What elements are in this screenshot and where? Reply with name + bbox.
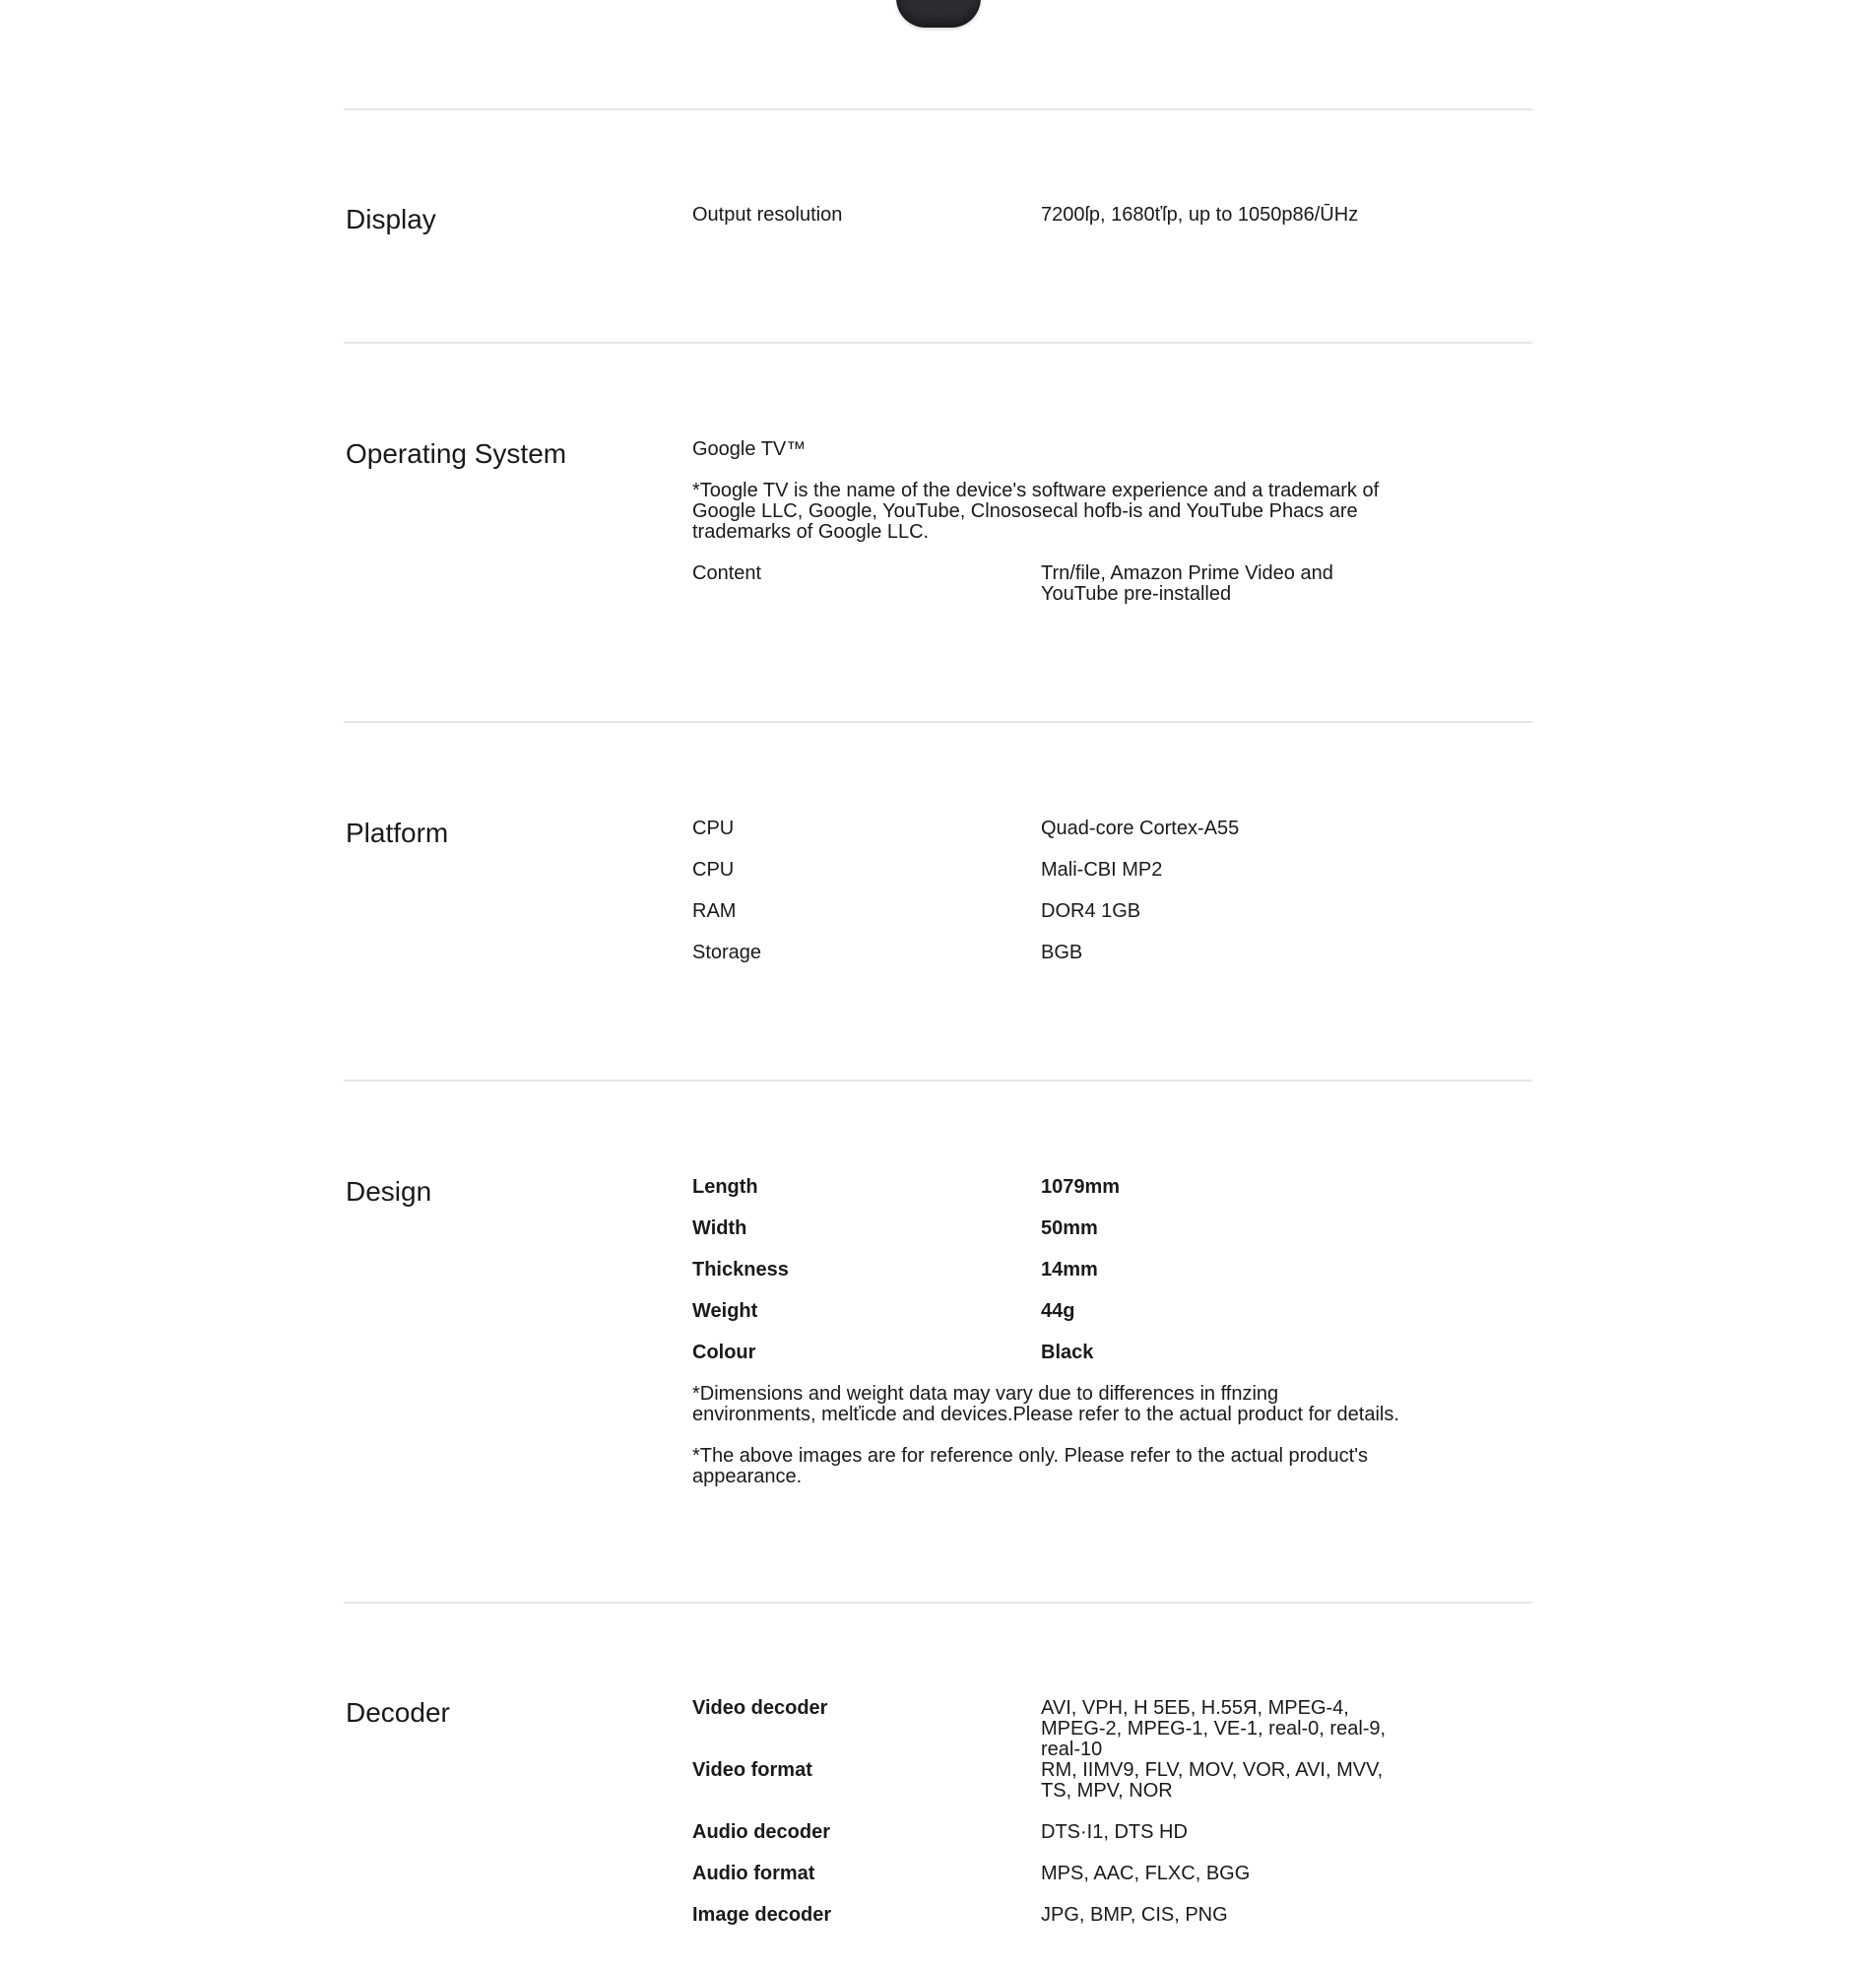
section-divider xyxy=(344,721,1532,723)
spec-value-gpu: Mali-CBI MP2 xyxy=(1041,859,1163,881)
spec-label-gpu: CPU xyxy=(692,859,735,881)
spec-label-audio-decoder: Audio decoder xyxy=(692,1821,831,1843)
spec-label-cpu: CPU xyxy=(692,818,735,839)
section-title-design: Design xyxy=(346,1176,432,1207)
spec-label-content: Content xyxy=(692,562,762,584)
spec-value-ram: DOR4 1GB xyxy=(1041,900,1141,922)
spec-label-video-format: Video format xyxy=(692,1759,812,1781)
spec-label-image-decoder: Image decoder xyxy=(692,1904,832,1926)
spec-value-video-decoder: AVI, VPH, H 5ЕБ, H.55Я, MPEG-4, MPEG-2, MPEG-1, VE-1, real-0, real-9, real-10 xyxy=(1041,1697,1387,1760)
spec-label-weight: Weight xyxy=(692,1300,758,1322)
spec-label-video-decoder: Video decoder xyxy=(692,1697,828,1719)
product-image-device xyxy=(896,0,981,28)
spec-os-name: Google TV™ xyxy=(692,438,807,460)
spec-value-weight: 44g xyxy=(1041,1300,1075,1322)
spec-label-audio-format: Audio format xyxy=(692,1863,815,1884)
spec-design-dimensions-note: *Dimensions and weight data may vary due to differences in ffnzing environments, melťicde and devices.Please refer to the actual product for details. xyxy=(692,1383,1399,1425)
spec-value-storage: BGB xyxy=(1041,942,1083,963)
spec-label-output-resolution: Output resolution xyxy=(692,204,843,226)
section-title-decoder: Decoder xyxy=(346,1697,450,1728)
spec-value-width: 50mm xyxy=(1041,1217,1098,1239)
spec-label-ram: RAM xyxy=(692,900,737,922)
section-title-operating-system: Operating System xyxy=(346,438,567,469)
spec-value-audio-decoder: DTS·I1, DTS HD xyxy=(1041,1821,1188,1843)
section-divider xyxy=(344,1080,1532,1082)
spec-os-trademark-note: *Toogle TV is the name of the device's software experience and a trademark of Google LLC, Google, YouTube, Clnososecal hofb-is and YouTube Phacs are trademarks of Google LLC. xyxy=(692,480,1380,543)
section-divider xyxy=(344,1602,1532,1604)
spec-value-cpu: Quad-core Cortex-A55 xyxy=(1041,818,1240,839)
section-divider xyxy=(344,342,1532,344)
spec-label-thickness: Thickness xyxy=(692,1259,789,1280)
spec-label-colour: Colour xyxy=(692,1342,756,1363)
spec-design-image-note: *The above images are for reference only. Please refer to the actual product's appearance. xyxy=(692,1445,1369,1487)
spec-value-thickness: 14mm xyxy=(1041,1259,1098,1280)
spec-value-colour: Black xyxy=(1041,1342,1094,1363)
section-title-display: Display xyxy=(346,204,436,234)
spec-value-content: Trn/file, Amazon Prime Video and YouTube pre-installed xyxy=(1041,562,1333,605)
spec-label-storage: Storage xyxy=(692,942,762,963)
spec-value-audio-format: MPS, AAC, FLXC, BGG xyxy=(1041,1863,1251,1884)
spec-value-video-format: RM, IIMV9, FLV, MOV, VOR, AVI, MVV, TS, MPV, NOR xyxy=(1041,1759,1384,1802)
spec-label-width: Width xyxy=(692,1217,747,1239)
spec-value-output-resolution: 7200ſp, 1680ťſp, up to 1050p86/ŪHz xyxy=(1041,204,1359,226)
spec-label-length: Length xyxy=(692,1176,758,1198)
section-divider xyxy=(344,108,1532,110)
section-title-platform: Platform xyxy=(346,818,449,848)
spec-value-image-decoder: JPG, BMP, CIS, PNG xyxy=(1041,1904,1228,1926)
spec-value-length: 1079mm xyxy=(1041,1176,1121,1198)
